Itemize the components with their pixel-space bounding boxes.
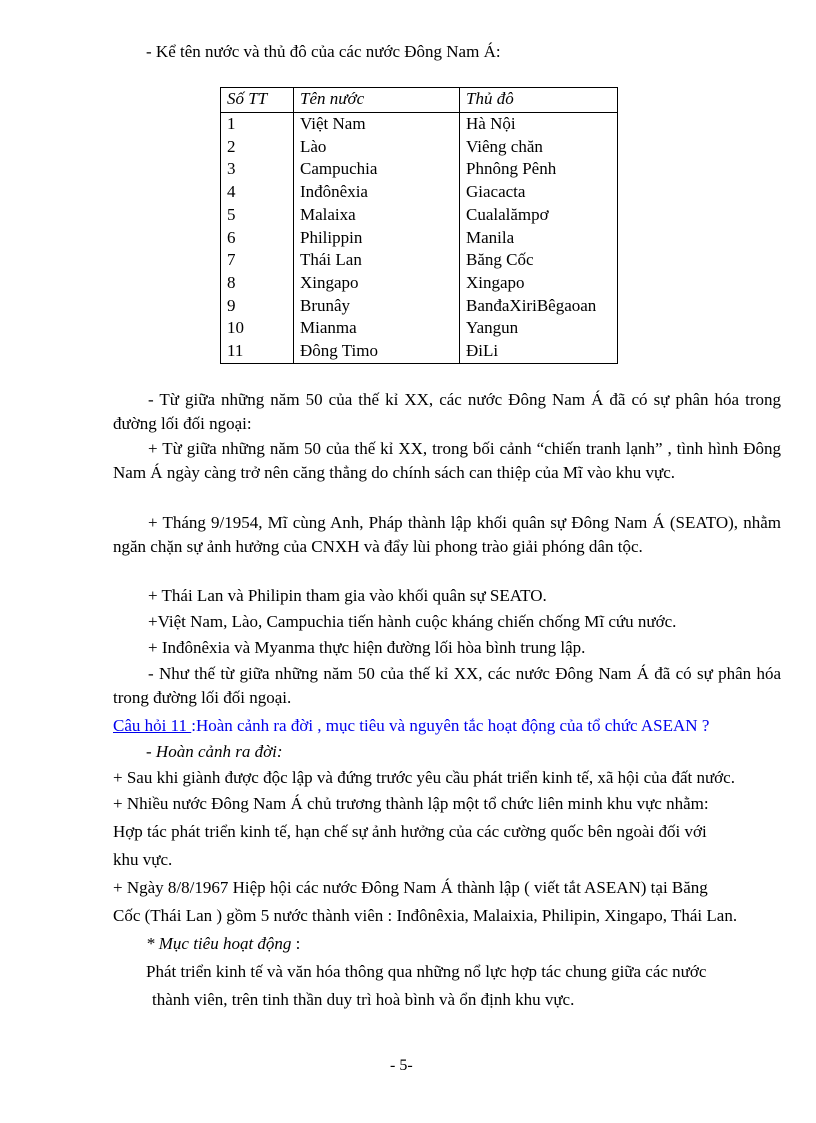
- cell-capital: Xingapo: [466, 272, 525, 292]
- table-row: [221, 158, 618, 181]
- cell-stt: 5: [221, 204, 294, 227]
- goals-line-2: thành viên, trên tinh thần duy trì hoà bình và ổn định khu vực.: [152, 990, 575, 1009]
- table-row: [221, 317, 618, 340]
- subheading-goals-label: * Mục tiêu hoạt động: [146, 934, 292, 953]
- bullet-alliance-2: Hợp tác phát triển kinh tế, hạn chế sự ảnh hưởng của các cường quốc bên ngoài đối với: [113, 822, 707, 841]
- cell-capital: Cualalămpơ: [466, 204, 549, 224]
- cell-stt: 8: [221, 272, 294, 295]
- cell-stt: 10: [221, 317, 294, 340]
- cell-stt: 1: [221, 113, 294, 136]
- table-header-row: [221, 88, 618, 113]
- paragraph-indochina: +Việt Nam, Lào, Campuchia tiến hành cuộc kháng chiến chống Mĩ cứu nước.: [148, 612, 677, 631]
- bullet-alliance-1: + Nhiều nước Đông Nam Á chủ trương thành lập một tổ chức liên minh khu vực nhằm:: [113, 794, 709, 813]
- cell-stt: 4: [221, 181, 294, 204]
- header-stt: Số TT: [221, 88, 294, 113]
- cell-capital: Hà Nội: [466, 114, 516, 133]
- page-number: - 5-: [390, 1057, 413, 1074]
- cell-country: Brunây: [294, 295, 460, 318]
- question-11-heading: [113, 714, 709, 738]
- cell-capital: Manila: [466, 227, 515, 247]
- cell-country: Xingapo: [294, 272, 460, 295]
- intro-line: - Kể tên nước và thủ đô của các nước Đông Nam Á:: [146, 42, 501, 61]
- cell-stt: 2: [221, 136, 294, 159]
- bullet-founding-1: + Ngày 8/8/1967 Hiệp hội các nước Đông Nam Á thành lập ( viết tắt ASEAN) tại Băng: [113, 878, 708, 897]
- cell-capital: Phnông Pênh: [466, 159, 557, 179]
- cell-country: Campuchia: [294, 158, 460, 181]
- header-country: Tên nước: [294, 88, 460, 113]
- paragraph-divergence: - Từ giữa những năm 50 của thế kỉ XX, các nước Đông Nam Á đã có sự phân hóa trong đường lối đối ngoại:: [113, 390, 781, 433]
- paragraph-thailand-philippines: + Thái Lan và Philipin tham gia vào khối quân sự SEATO.: [148, 586, 547, 605]
- cell-stt: 7: [221, 249, 294, 272]
- bullet-independence: + Sau khi giành được độc lập và đứng trước yêu cầu phát triển kinh tế, xã hội của đất nước.: [113, 768, 735, 787]
- cell-capital: Yangun: [466, 318, 519, 338]
- table-row: [221, 136, 618, 159]
- paragraph-cold-war: + Từ giữa những năm 50 của thế kỉ XX, trong bối cảnh “chiến tranh lạnh” , tình hình Đông Nam Á ngày càng trở nên căng thẳng do chính sách can thiệp của Mĩ vào khu vực.: [113, 439, 781, 482]
- cell-capital: Viêng chăn: [466, 136, 543, 156]
- paragraph-seato: + Tháng 9/1954, Mĩ cùng Anh, Pháp thành lập khối quân sự Đông Nam Á (SEATO), nhằm ngăn chặn sự ảnh hưởng của CNXH và đẩy lùi phong trào giải phóng dân tộc.: [113, 513, 781, 556]
- question-11-text: :Hoàn cảnh ra đời , mục tiêu và nguyên tắc hoạt động của tổ chức ASEAN ?: [191, 716, 710, 735]
- cell-country: Lào: [294, 136, 460, 159]
- cell-capital: Giacacta: [466, 182, 526, 202]
- cell-capital: ĐiLi: [466, 341, 499, 361]
- cell-stt: 3: [221, 158, 294, 181]
- table-row: [221, 227, 618, 250]
- question-11-link[interactable]: Câu hỏi 11: [113, 716, 192, 735]
- table-row: [221, 113, 618, 136]
- cell-country: Đông Timo: [294, 340, 460, 363]
- table-row: [221, 249, 618, 272]
- cell-country: Malaixa: [294, 204, 460, 227]
- cell-country: Philippin: [294, 227, 460, 250]
- cell-country: Việt Nam: [294, 113, 460, 136]
- table-row: [221, 204, 618, 227]
- table-row: [221, 295, 618, 318]
- bullet-founding-2: Cốc (Thái Lan ) gồm 5 nước thành viên : Inđônêxia, Malaixia, Philipin, Xingapo, Thái Lan.: [113, 906, 738, 925]
- cell-stt: 11: [221, 340, 294, 363]
- cell-stt: 6: [221, 227, 294, 250]
- cell-stt: 9: [221, 295, 294, 318]
- cell-country: Thái Lan: [294, 249, 460, 272]
- table-row: [221, 340, 618, 363]
- goals-line-1: Phát triển kinh tế và văn hóa thông qua những nổ lực hợp tác chung giữa các nước: [146, 962, 707, 981]
- cell-country: Mianma: [294, 317, 460, 340]
- subheading-context: - Hoàn cảnh ra đời:: [146, 742, 283, 761]
- header-capital: Thủ đô: [460, 88, 618, 113]
- paragraph-neutrality: + Inđônêxia và Myanma thực hiện đường lối hòa bình trung lập.: [148, 638, 586, 657]
- table-row: [221, 272, 618, 295]
- paragraph-conclusion: - Như thế từ giữa những năm 50 của thế kỉ XX, các nước Đông Nam Á đã có sự phân hóa trong đường lối đối ngoại.: [113, 664, 781, 707]
- capitals-table: [220, 87, 618, 364]
- subheading-goals-colon: :: [291, 934, 301, 953]
- subheading-goals: [146, 932, 300, 956]
- cell-capital: Băng Cốc: [466, 250, 534, 270]
- cell-capital: BanđaXiriBêgaoan: [466, 295, 597, 315]
- table-row: [221, 181, 618, 204]
- bullet-alliance-3: khu vực.: [113, 850, 173, 869]
- cell-country: Inđônêxia: [294, 181, 460, 204]
